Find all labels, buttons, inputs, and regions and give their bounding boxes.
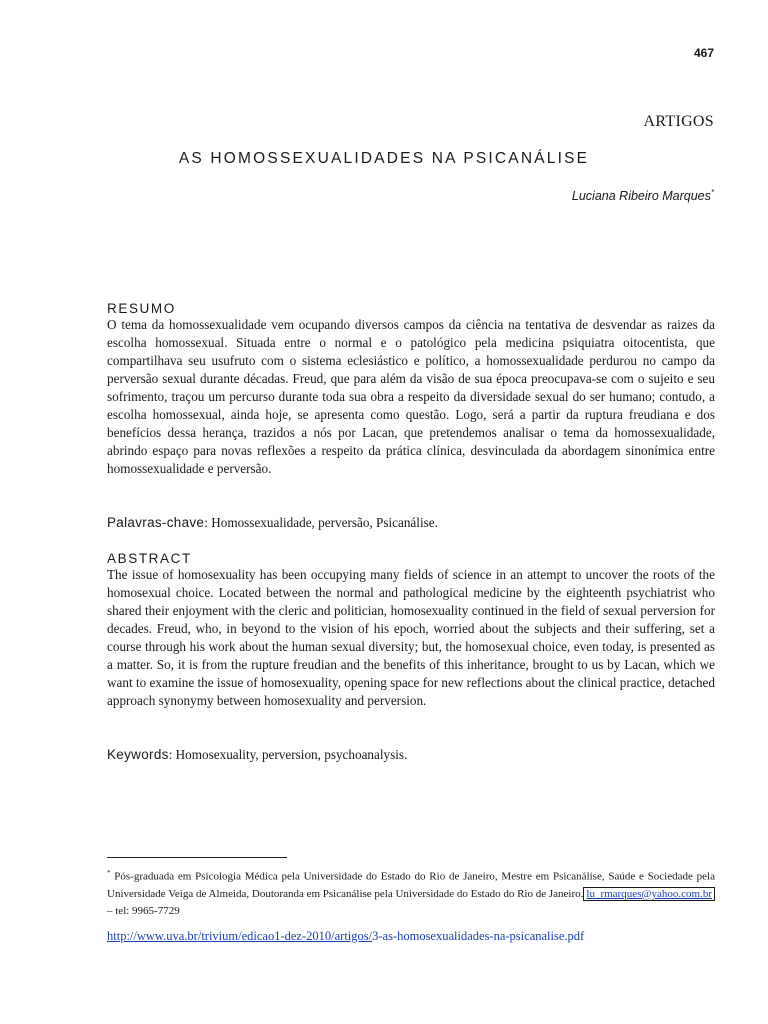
palavras-chave xyxy=(107,515,715,531)
keywords-text: : Homosexuality, perversion, psychoanalysis. xyxy=(168,747,408,762)
keywords-line xyxy=(107,747,715,763)
palavras-chave-line xyxy=(107,515,715,531)
resumo-text: O tema da homossexualidade vem ocupando diversos campos da ciência na tentativa de desvendar as raizes da escolha homossexual. Situada entre o normal e o patológico pela medicina psiquiatra oitocentista, que compartilhava seu usufruto com o sistema eclesiástico e político, a homossexualidade perdurou no campo da perversão sexual durante décadas. Freud, que para além da visão de sua época preocupava-se com o sujeito e seu sofrimento, traçou um percurso durante toda sua obra a respeito da diversidade sexual do ser humano; contudo, a escolha homossexual, ainda hoje, se apresenta como questão. Logo, será a partir da ruptura freudiana e dos benefícios dessa herança, trazidos a nós por Lacan, que pretendemos analisar o tema da homossexualidade, abrindo espaço para novas reflexões a respeito da prática clínica, desvinculada da abordagem sinonímica entre homossexualidade e perversão. xyxy=(107,317,715,476)
author-footnote-mark: * xyxy=(710,188,714,197)
resumo-heading: RESUMO xyxy=(107,301,176,316)
keywords xyxy=(107,747,715,763)
section-tag: ARTIGOS xyxy=(643,113,714,130)
palavras-chave-text: : Homossexualidade, perversão, Psicanálise. xyxy=(204,515,438,530)
author-name: Luciana Ribeiro Marques xyxy=(571,189,711,204)
keywords-label: Keywords xyxy=(107,747,169,762)
author xyxy=(572,188,714,203)
footnote-rule xyxy=(107,857,287,858)
paper-title: AS HOMOSSEXUALIDADES NA PSICANÁLISE xyxy=(178,150,590,167)
source-url xyxy=(107,929,584,944)
source-url-link-part1[interactable]: http://www.uva.br/trivium/edicao1-dez-2010/artigos/ xyxy=(107,929,373,943)
footnote-text: Pós-graduada em Psicologia Médica pela Universidade do Estado do Rio de Janeiro, Mestre em Psicanálise, Saúde e Sociedade pela Universidade Veiga de Almeida, Doutoranda em Psicanálise pela Universidade do Estado do Rio de Janeiro. xyxy=(107,870,715,900)
page-number: 467 xyxy=(693,46,714,60)
source-url-part2[interactable]: 3-as-homosexualidades-na-psicanalise.pdf xyxy=(372,929,585,943)
palavras-chave-label: Palavras-chave xyxy=(107,515,205,530)
abstract-heading: ABSTRACT xyxy=(107,551,192,566)
abstract-section xyxy=(107,551,715,710)
resumo-section xyxy=(107,301,715,478)
footnote-tel: – tel: 9965-7729 xyxy=(107,904,180,917)
footnote-mark: * xyxy=(107,869,111,877)
footnote-email-link[interactable]: lu_rmarques@yahoo.com.br xyxy=(583,887,715,901)
footnote xyxy=(107,865,715,920)
abstract-text: The issue of homosexuality has been occupying many fields of science in an attempt to uncover the roots of the homosexual choice. Located between the normal and pathological medicine by the eighteenth psychiatrist who shared their enjoyment with the cleric and politician, homosexuality continued in the field of sexual perversion for decades. Freud, who, in beyond to the vision of his epoch, worried about the subjects and their suffering, set a course through his work about the human sexual diversity; but, the homosexual choice, even today, is presented as a matter. So, it is from the rupture freudian and the benefits of this inheritance, brought to us by Lacan, which we want to examine the issue of homosexuality, opening space for new reflections about the clinical practice, detached approach synonymy between homosexuality and perversion. xyxy=(107,567,715,708)
